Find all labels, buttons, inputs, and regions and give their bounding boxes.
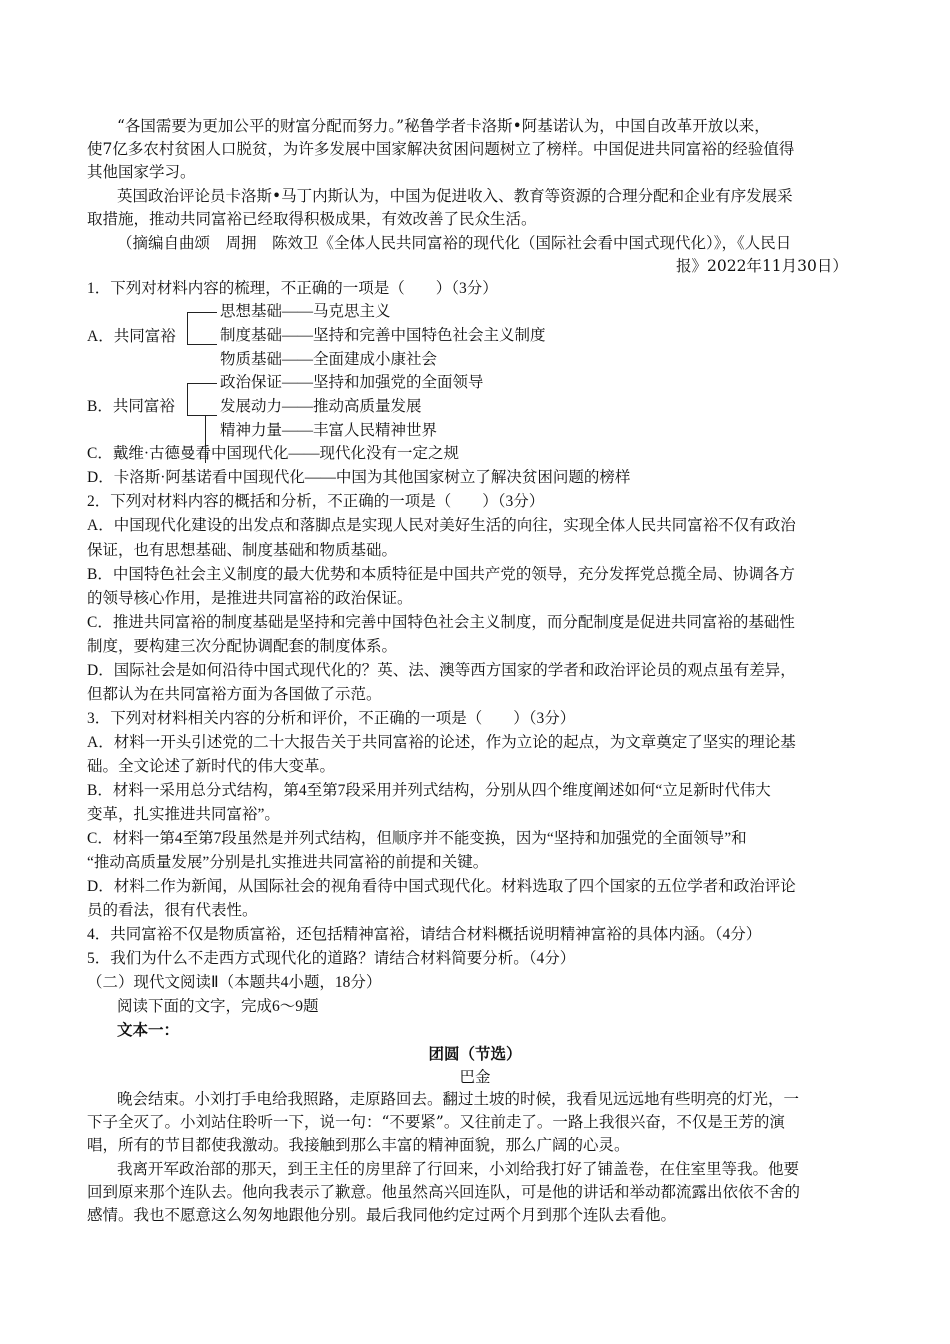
q3-option-a-line1: A．材料一开头引述党的二十大报告关于共同富裕的论述，作为立论的起点，为文章奠定了坚实的理论基 (87, 734, 796, 751)
section2-heading: （二）现代文阅读Ⅱ（本题共4小题，18分） (87, 974, 382, 991)
q2-option-d-line1: D．国际社会是如何沿待中国式现代化的？英、法、澳等西方国家的学者和政治评论员的观点虽有差异， (87, 662, 796, 679)
q1-b-item-3: 精神力量——丰富人民精神世界 (220, 422, 438, 439)
material-p2-line1: 英国政治评论员卡洛斯•马丁内斯认为，中国为促进收入、教育等资源的合理分配和企业有序发展采 (117, 187, 793, 205)
q1-a-bracket-bottom (187, 344, 217, 345)
material-p2-line2: 取措施，推动共同富裕已经取得积极成果，有效改善了民众生活。 (87, 210, 537, 228)
q1-b-item-2: 发展动力——推动高质量发展 (220, 398, 422, 415)
story-p1-line3: 唱，所有的节目都使我激动。我接触到那么丰富的精神面貌，那么广阔的心灵。 (87, 1136, 630, 1154)
story-p1-line2: 下子全灭了。小刘站住聆听一下，说一句：“不要紧”。又往前走了。一路上我很兴奋，不仅是王芳的演 (87, 1113, 785, 1131)
section2-text-label: 文本一： (117, 1022, 180, 1039)
q2-option-c-line1: C．推进共同富裕的制度基础是坚持和完善中国特色社会主义制度，而分配制度是促进共同富裕的基础性 (87, 614, 795, 631)
q3-option-d-line1: D．材料二作为新闻，从国际社会的视角看待中国式现代化。材料选取了四个国家的五位学者和政治评论 (87, 878, 796, 895)
q4-stem: 4．共同富裕不仅是物质富裕，还包括精神富裕，请结合材料概括说明精神富裕的具体内涵。（4分） (87, 926, 762, 943)
story-p2-line1: 我离开军政治部的那天，到王主任的房里辞了行回来，小刘给我打好了铺盖卷，在住室里等我。他要 (117, 1160, 800, 1178)
q1-option-b-label: B．共同富裕 (87, 398, 175, 415)
q3-stem: 3．下列对材料相关内容的分析和评价，不正确的一项是（ ）（3分） (87, 710, 576, 727)
q1-a-item-3: 物质基础——全面建成小康社会 (220, 351, 438, 368)
q3-option-d-line2: 员的看法，很有代表性。 (87, 902, 258, 919)
q2-option-c-line2: 制度，要构建三次分配协调配套的制度体系。 (87, 638, 398, 655)
q3-option-b-line1: B．材料一采用总分式结构，第4至第7段采用并列式结构，分别从四个维度阐述如何“立足新时代伟大 (87, 782, 771, 799)
q2-option-b-line2: 的领导核心作用，是推进共同富裕的政治保证。 (87, 590, 413, 607)
story-author: 巴金 (459, 1068, 491, 1086)
q1-a-bracket-vertical (187, 312, 188, 344)
material-source-line2: 报》2022年11月30日） (676, 257, 848, 275)
story-p2-line2: 回到原来那个连队去。他向我表示了歉意。他虽然高兴回连队，可是他的讲话和举动都流露出依依不舍的 (87, 1183, 801, 1201)
story-p1-line1: 晚会结束。小刘打手电给我照路，走原路回去。翻过土坡的时候，我看见远远地有些明亮的灯光，一 (117, 1090, 800, 1108)
q3-option-a-line2: 础。全文论述了新时代的伟大变革。 (87, 758, 336, 775)
q1-b-bracket-bottom (187, 415, 217, 416)
story-p2-line3: 感情。我也不愿意这么匆匆地跟他分别。最后我同他约定过两个月到那个连队去看他。 (87, 1206, 677, 1224)
q2-option-a-line1: A．中国现代化建设的出发点和落脚点是实现人民对美好生活的向往，实现全体人民共同富裕不仅有政治 (87, 517, 796, 534)
q1-a-item-2: 制度基础——坚持和完善中国特色社会主义制度 (220, 327, 546, 344)
q3-option-c-line1: C．材料一第4至第7段虽然是并列式结构，但顺序并不能变换，因为“坚持和加强党的全面领导”和 (87, 830, 747, 847)
q1-a-bracket-top (187, 312, 217, 313)
q1-a-item-1: 思想基础——马克思主义 (220, 303, 391, 320)
q1-option-a-label: A．共同富裕 (87, 328, 176, 345)
q1-option-d: D．卡洛斯·阿基诺看中国现代化——中国为其他国家树立了解决贫困问题的榜样 (87, 469, 631, 486)
q2-option-d-line2: 但都认为在共同富裕方面为各国做了示范。 (87, 686, 382, 703)
q1-b-bracket-vertical (187, 383, 188, 415)
story-title: 团圆（节选） (428, 1046, 522, 1063)
q5-stem: 5．我们为什么不走西方式现代化的道路？请结合材料简要分析。（4分） (87, 950, 576, 967)
q2-stem: 2．下列对材料内容的概括和分析，不正确的一项是（ ）（3分） (87, 493, 545, 510)
q3-option-c-line2: “推动高质量发展”分别是扎实推进共同富裕的前提和关键。 (87, 854, 489, 871)
section2-instruction: 阅读下面的文字，完成6～9题 (117, 998, 319, 1015)
material-p1-line3: 其他国家学习。 (87, 163, 196, 181)
q2-option-a-line2: 保证，也有思想基础、制度基础和物质基础。 (87, 542, 398, 559)
material-p1-line1: “各国需要为更加公平的财富分配而努力。”秘鲁学者卡洛斯•阿基诺认为，中国自改革开放以来， (117, 117, 770, 135)
q1-option-c: C．戴维·古德曼看中国现代化——现代化没有一定之规 (87, 445, 460, 462)
q1-b-bracket-top (187, 383, 217, 384)
q3-option-b-line2: 变革，扎实推进共同富裕”。 (87, 806, 280, 823)
q2-option-b-line1: B．中国特色社会主义制度的最大优势和本质特征是中国共产党的领导，充分发挥党总揽全局、协调各方 (87, 566, 795, 583)
q1-b-item-1: 政治保证——坚持和加强党的全面领导 (220, 374, 484, 391)
q1-stem: 1．下列对材料内容的梳理，不正确的一项是（ ）（3分） (87, 280, 498, 297)
material-source-line1: （摘编自曲颂 周拥 陈效卫《全体人民共同富裕的现代化（国际社会看中国式现代化）》，《人民日 (117, 234, 792, 252)
material-p1-line2: 使7亿多农村贫困人口脱贫，为许多发展中国家解决贫困问题树立了榜样。中国促进共同富裕的经验值得 (87, 140, 795, 158)
